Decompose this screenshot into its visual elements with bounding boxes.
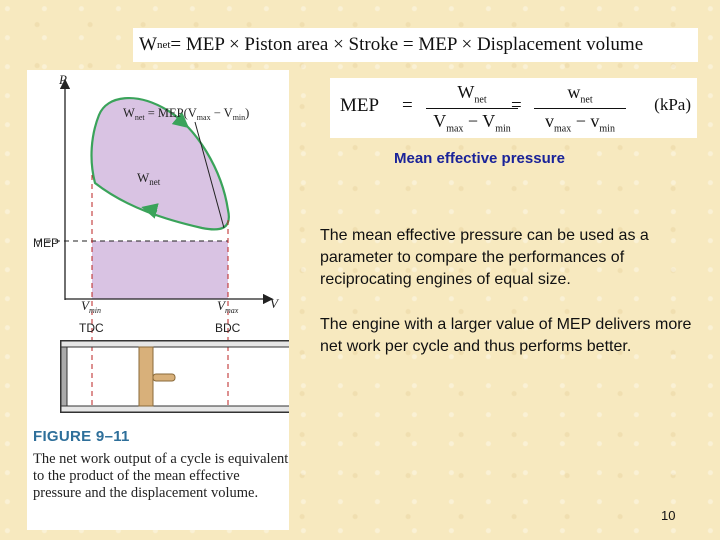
paragraph-2: The engine with a larger value of MEP delivers more net work per cycle and thus performs better. <box>320 316 692 355</box>
frac1-v1-sub: max <box>446 123 464 135</box>
unit-label: (kPa) <box>654 95 691 114</box>
page-number: 10 <box>661 508 676 523</box>
mep-lhs: MEP <box>340 95 380 116</box>
annot-minus: − V <box>210 106 233 120</box>
frac2-v2: v <box>590 110 600 131</box>
frac1-num-sub: net <box>474 94 487 106</box>
mep-axis-label: MEP <box>33 236 60 250</box>
vmin-label <box>81 298 101 315</box>
frac2-num: w <box>567 82 581 102</box>
vmax-label <box>217 298 239 315</box>
frac2-v1-sub: max <box>554 123 572 135</box>
axis-p-label: P <box>59 72 67 87</box>
section-heading: Mean effective pressure <box>394 150 565 167</box>
fraction-1 <box>426 82 518 134</box>
axis-v-label: V <box>270 296 278 311</box>
annot-min: min <box>232 113 246 122</box>
cylinder-top-wall <box>61 341 289 347</box>
frac1-v2-sub: min <box>495 123 511 135</box>
frac2-num-sub: net <box>580 94 593 106</box>
figure-title: FIGURE 9–11 <box>33 428 130 445</box>
frac2-minus: − <box>571 110 591 131</box>
equals-2: = <box>511 95 522 116</box>
mep-formula <box>330 78 697 138</box>
equals-1: = <box>402 95 413 116</box>
paragraph-1: The mean effective pressure can be used as a parameter to compare the performances of reciprocating engines of equal size. <box>320 227 649 288</box>
frac1-v1: V <box>433 110 447 131</box>
formula-rest: = MEP × Piston area × Stroke = MEP × Displacement volume <box>170 34 644 55</box>
annot-close: ) <box>245 106 250 120</box>
piston-rod <box>153 374 175 381</box>
wnet-area-sub: net <box>149 177 161 187</box>
frac1-minus: − <box>463 110 483 131</box>
figure-panel <box>27 70 289 530</box>
annot-rest: = MEP(V <box>144 106 197 120</box>
vmin-sub: min <box>88 306 101 315</box>
vmax-sub: max <box>224 306 239 315</box>
work-displacement-formula <box>133 28 698 62</box>
frac1-num: W <box>457 82 475 102</box>
annot-main: W <box>123 106 135 120</box>
cylinder-head <box>61 341 67 412</box>
vmin-main: V <box>81 298 89 313</box>
frac2-v2-sub: min <box>599 123 615 135</box>
piston <box>139 347 153 406</box>
tdc-label: TDC <box>79 321 104 335</box>
frac2-v1: v <box>545 110 555 131</box>
annot-sub: net <box>134 113 145 122</box>
bdc-label: BDC <box>215 321 241 335</box>
formula-w-sub: net <box>156 39 171 51</box>
vmax-main: V <box>217 298 225 313</box>
mep-rectangle <box>92 241 228 299</box>
frac1-v2: V <box>482 110 496 131</box>
formula-w: W <box>139 34 157 55</box>
wnet-area-main: W <box>137 170 150 185</box>
cylinder-bottom-wall <box>61 406 289 412</box>
annot-max: max <box>196 113 211 122</box>
figure-caption: The net work output of a cycle is equivalent to the product of the mean effective pressure and the displacement volume. <box>33 451 289 501</box>
fraction-2 <box>534 82 626 134</box>
